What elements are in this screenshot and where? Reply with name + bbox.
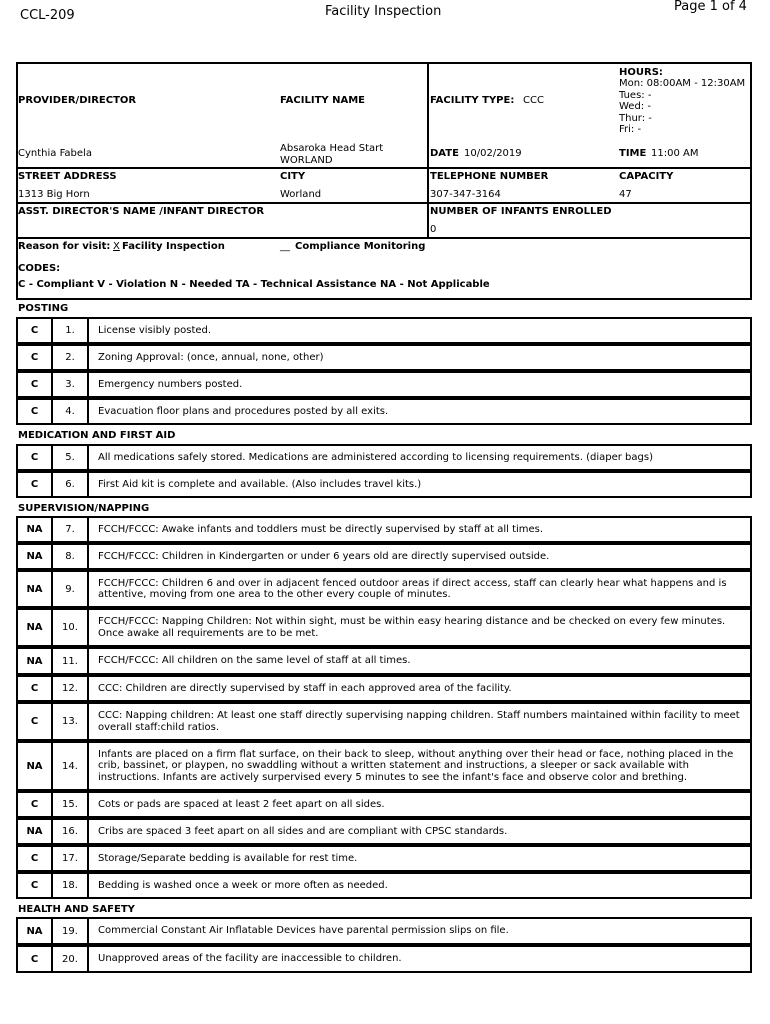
time-value: 11:00 AM bbox=[651, 148, 699, 159]
checklist-row bbox=[16, 741, 752, 791]
facility-type-label: FACILITY TYPE: bbox=[430, 95, 515, 106]
checklist-row bbox=[16, 845, 752, 872]
row-code: NA bbox=[18, 518, 53, 541]
row-description: Zoning Approval: (once, annual, none, other) bbox=[98, 351, 324, 363]
section-title-medication: MEDICATION AND FIRST AID bbox=[18, 430, 176, 441]
row-number: 7. bbox=[53, 518, 89, 541]
row-description: FCCH/FCCC: Awake infants and toddlers must be directly supervised by staff at all times. bbox=[98, 523, 544, 535]
row-number: 17. bbox=[53, 847, 89, 870]
row-number: 16. bbox=[53, 820, 89, 843]
row-description: FCCH/FCCC: All children on the same level of staff at all times. bbox=[98, 655, 411, 667]
row-code: NA bbox=[18, 919, 53, 943]
page-title: Facility Inspection bbox=[325, 4, 442, 19]
checklist-row bbox=[16, 516, 752, 543]
row-description: First Aid kit is complete and available. (Also includes travel kits.) bbox=[98, 478, 422, 490]
row-description: Cots or pads are spaced at least 2 feet apart on all sides. bbox=[98, 798, 385, 810]
row-description: Emergency numbers posted. bbox=[98, 378, 243, 390]
row-number: 19. bbox=[53, 919, 89, 943]
row-description: Bedding is washed once a week or more often as needed. bbox=[98, 879, 388, 891]
row-number: 4. bbox=[53, 400, 89, 423]
infants-enrolled-label: NUMBER OF INFANTS ENROLLED bbox=[430, 206, 612, 217]
page-number: Page 1 of 4 bbox=[674, 0, 747, 14]
row-description: FCCH/FCCC: Children in Kindergarten or under 6 years old are directly supervised outside. bbox=[98, 550, 550, 562]
row-number: 6. bbox=[53, 473, 89, 496]
row-description: Unapproved areas of the facility are inaccessible to children. bbox=[98, 953, 402, 965]
row-number: 1. bbox=[53, 319, 89, 342]
section-title-posting: POSTING bbox=[18, 303, 69, 314]
checklist-row bbox=[16, 702, 752, 741]
checklist-row bbox=[16, 398, 752, 425]
date-value: 10/02/2019 bbox=[464, 148, 522, 159]
facility-name-label: FACILITY NAME bbox=[280, 95, 366, 106]
checklist-row bbox=[16, 570, 752, 608]
info-divider-2 bbox=[16, 202, 752, 204]
compliance-option: Compliance Monitoring bbox=[295, 241, 426, 252]
row-description: Storage/Separate bedding is available for rest time. bbox=[98, 852, 358, 864]
street-address-value: 1313 Big Horn bbox=[18, 189, 90, 200]
infants-enrolled-value: 0 bbox=[430, 224, 437, 235]
row-code: NA bbox=[18, 572, 53, 606]
row-number: 5. bbox=[53, 446, 89, 469]
row-number: 3. bbox=[53, 373, 89, 396]
telephone-value: 307-347-3164 bbox=[430, 189, 501, 200]
codes-label: CODES: bbox=[18, 263, 61, 274]
row-code: NA bbox=[18, 610, 53, 645]
city-value: Worland bbox=[280, 189, 322, 200]
facility-type-value: CCC bbox=[523, 95, 544, 106]
capacity-value: 47 bbox=[619, 189, 632, 200]
row-number: 14. bbox=[53, 743, 89, 789]
facility-name-value: Absaroka Head Start WORLAND bbox=[280, 143, 384, 166]
inspection-mark: X bbox=[113, 241, 120, 252]
row-number: 2. bbox=[53, 346, 89, 369]
row-code: NA bbox=[18, 820, 53, 843]
row-code: NA bbox=[18, 649, 53, 673]
row-description: Evacuation floor plans and procedures posted by all exits. bbox=[98, 405, 389, 417]
row-description: Infants are placed on a firm flat surface, on their back to sleep, without anything over their head or face, nothing placed in the crib, bassinet, or playpen, no swaddling without a written statement and instructions, a sleeper or sack available with instructions. Infants are actively surpervised every 5 minutes to see the infant's face and observe color and brething. bbox=[98, 748, 734, 783]
checklist-row bbox=[16, 543, 752, 570]
checklist-row bbox=[16, 675, 752, 702]
hours-label: HOURS: bbox=[619, 67, 663, 78]
provider-label: PROVIDER/DIRECTOR bbox=[18, 95, 137, 106]
row-description: FCCH/FCCC: Napping Children: Not within sight, must be within easy hearing distance and be checked on every few minutes. Once awake all requirements are to be met. bbox=[98, 616, 726, 639]
row-code: C bbox=[18, 373, 53, 396]
row-code: NA bbox=[18, 545, 53, 568]
section-title-supervision: SUPERVISION/NAPPING bbox=[18, 503, 150, 514]
checklist-row bbox=[16, 647, 752, 675]
info-divider-1 bbox=[16, 167, 752, 169]
row-code: C bbox=[18, 793, 53, 816]
row-number: 18. bbox=[53, 874, 89, 897]
checklist-row bbox=[16, 791, 752, 818]
telephone-label: TELEPHONE NUMBER bbox=[430, 171, 549, 182]
row-number: 10. bbox=[53, 610, 89, 645]
codes-legend: C - Compliant V - Violation N - Needed TA - Technical Assistance NA - Not Applicable bbox=[18, 279, 490, 290]
capacity-label: CAPACITY bbox=[619, 171, 674, 182]
row-number: 13. bbox=[53, 704, 89, 739]
visit-reason-label: Reason for visit: bbox=[18, 241, 111, 252]
checklist-row bbox=[16, 945, 752, 973]
row-description: CCC: Children are directly supervised by staff in each approved area of the facility. bbox=[98, 682, 512, 694]
section-title-health-safety: HEALTH AND SAFETY bbox=[18, 904, 135, 915]
row-code: NA bbox=[18, 743, 53, 789]
checklist-row bbox=[16, 471, 752, 498]
row-number: 9. bbox=[53, 572, 89, 606]
row-number: 8. bbox=[53, 545, 89, 568]
row-code: C bbox=[18, 400, 53, 423]
row-description: Commercial Constant Air Inflatable Devices have parental permission slips on file. bbox=[98, 925, 509, 937]
row-code: C bbox=[18, 947, 53, 971]
row-code: C bbox=[18, 446, 53, 469]
row-code: C bbox=[18, 874, 53, 897]
time-label: TIME bbox=[619, 148, 647, 159]
checklist-row bbox=[16, 917, 752, 945]
row-code: C bbox=[18, 473, 53, 496]
row-description: License visibly posted. bbox=[98, 324, 212, 336]
asst-director-label: ASST. DIRECTOR'S NAME /INFANT DIRECTOR bbox=[18, 206, 265, 217]
checklist-row bbox=[16, 317, 752, 344]
row-code: C bbox=[18, 677, 53, 700]
info-divider-3 bbox=[16, 237, 752, 239]
provider-value: Cynthia Fabela bbox=[18, 148, 92, 159]
checklist-row bbox=[16, 818, 752, 845]
city-label: CITY bbox=[280, 171, 306, 182]
street-address-label: STREET ADDRESS bbox=[18, 171, 117, 182]
row-description: CCC: Napping children: At least one staff directly supervising napping children. Staff numbers maintained within facility to meet overall staff:child ratios. bbox=[98, 710, 740, 733]
row-code: C bbox=[18, 704, 53, 739]
compliance-mark: __ bbox=[280, 241, 290, 252]
checklist-row bbox=[16, 371, 752, 398]
hours-value: Mon: 08:00AM - 12:30AM Tues: - Wed: - Thur: - Fri: - bbox=[619, 78, 746, 135]
row-code: C bbox=[18, 319, 53, 342]
row-description: Cribs are spaced 3 feet apart on all sides and are compliant with CPSC standards. bbox=[98, 825, 508, 837]
checklist-row bbox=[16, 444, 752, 471]
checklist-row bbox=[16, 608, 752, 647]
row-number: 11. bbox=[53, 649, 89, 673]
checklist-row bbox=[16, 344, 752, 371]
row-description: All medications safely stored. Medications are administered according to licensing requirements. (diaper bags) bbox=[98, 451, 653, 463]
row-number: 20. bbox=[53, 947, 89, 971]
row-code: C bbox=[18, 847, 53, 870]
row-code: C bbox=[18, 346, 53, 369]
form-id: CCL-209 bbox=[20, 8, 75, 23]
row-description: FCCH/FCCC: Children 6 and over in adjacent fenced outdoor areas if direct access, staff can clearly hear what happens and is attentive, moving from one area to the other every couple of minutes. bbox=[98, 577, 727, 600]
row-number: 15. bbox=[53, 793, 89, 816]
row-number: 12. bbox=[53, 677, 89, 700]
info-divider-vertical bbox=[427, 62, 429, 238]
inspection-option: Facility Inspection bbox=[122, 241, 225, 252]
date-label: DATE bbox=[430, 148, 459, 159]
checklist-row bbox=[16, 872, 752, 899]
